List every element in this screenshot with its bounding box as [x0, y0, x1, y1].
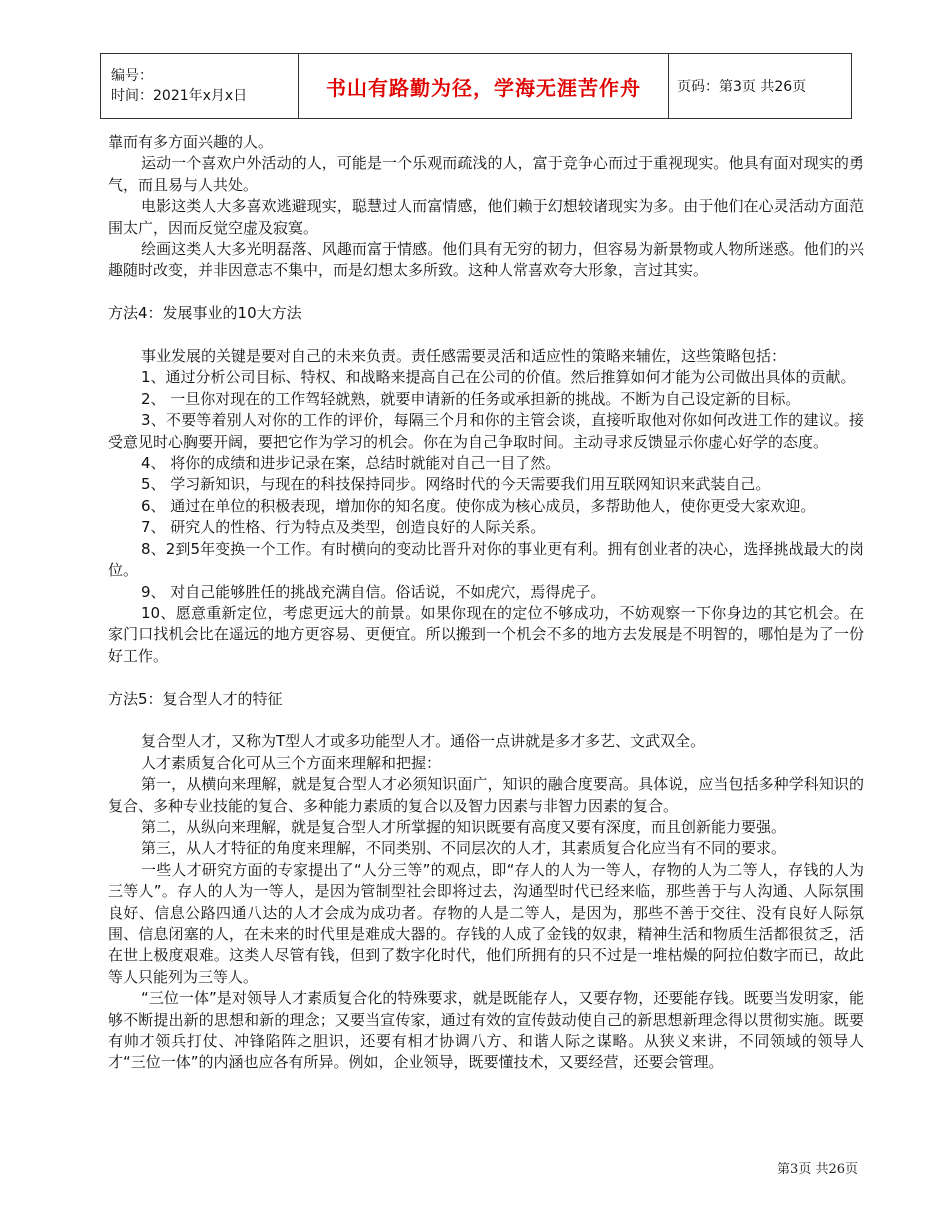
date-label: 时间：2021年x月x日 — [111, 88, 248, 104]
paragraph: 一些人才研究方面的专家提出了“人分三等”的观点，即“存人的人为一等人，存物的人为二等人，存钱的人为三等人”。存人的人为一等人，是因为管制型社会即将过去，沟通型时代已经来临，那些善于与人沟通、人际氛围良好、信息公路四通八达的人才会成为成功者。存物的人是二等人，是因为，那些不善于交往、没有良好人际氛围、信息闭塞的人，在未来的时代里是难成大器的。存钱的人成了金钱的奴隶，精神生活和物质生活都很贫乏，活在世上极度艰难。这类人尽管有钱，但到了数字化时代，他们所拥有的只不过是一堆枯燥的阿拉伯数字而已，故此等人只能列为三等人。 — [108, 860, 864, 986]
paragraph: 人才素质复合化可从三个方面来理解和把握： — [141, 753, 442, 772]
document-body — [108, 132, 864, 1074]
list-item: 8、2到5年变换一个工作。有时横向的变动比晋升对你的事业更有利。拥有创业者的决心，选择挑战最大的岗位。 — [108, 539, 864, 580]
paragraph: “三位一体”是对领导人才素质复合化的特殊要求，就是既能存人，又要存物，还要能存钱。既要当发明家，能够不断提出新的思想和新的理念；又要当宣传家，通过有效的宣传鼓动使自己的新思想新理念得以贯彻实施。既要有帅才领兵打仗、冲锋陷阵之胆识，还要有相才协调八方、和谐人际之谋略。从狭义来讲，不同领域的领导人才“三位一体”的内涵也应各有所异。例如，企业领导，既要懂技术，又要经营，还要会管理。 — [108, 989, 864, 1072]
motto-text: 书山有路勤为径，学海无涯苦作舟 — [326, 75, 641, 100]
list-item: 3、不要等着别人对你的工作的评价，每隔三个月和你的主管会谈，直接听取他对你如何改进工作的建议。接受意见时心胸要开阔，要把它作为学习的机会。你在为自己争取时间。主动寻求反馈显示你虚心好学的态度。 — [108, 411, 864, 451]
section-heading: 方法5：复合型人才的特征 — [108, 689, 283, 708]
paragraph: 电影这类人大多喜欢逃避现实，聪慧过人而富情感，他们赖于幻想较诸现实为多。由于他们在心灵活动方面范围太广，因而反觉空虚及寂寞。 — [108, 197, 864, 237]
document-header — [100, 53, 852, 119]
paragraph: 第三，从人才特征的角度来理解，不同类别、不同层次的人才，其素质复合化应当有不同的要求。 — [141, 839, 787, 858]
list-item: 4、 将你的成绩和进步记录在案，总结时就能对自己一目了然。 — [141, 454, 561, 473]
paragraph: 绘画这类人大多光明磊落、风趣而富于情感。他们具有无穷的韧力，但容易为新景物或人物所迷惑。他们的兴趣随时改变，并非因意志不集中，而是幻想太多所致。这种人常喜欢夸大形象，言过其实。 — [108, 240, 864, 280]
list-item: 10、愿意重新定位，考虑更远大的前景。如果你现在的定位不够成功，不妨观察一下你身边的其它机会。在家门口找机会比在遥远的地方更容易、更便宜。所以搬到一个机会不多的地方去发展是不明智的，哪怕是为了一份好工作。 — [108, 603, 864, 665]
paragraph: 第一，从横向来理解，就是复合型人才必须知识面广，知识的融合度要高。具体说，应当包括多种学科知识的复合、多种专业技能的复合、多种能力素质的复合以及智力因素与非智力因素的复合。 — [108, 775, 864, 815]
paragraph: 事业发展的关键是要对自己的未来负责。责任感需要灵活和适应性的策略来辅佐，这些策略包括： — [141, 347, 787, 366]
page-footer: 第3页 共26页 — [777, 1162, 858, 1177]
paragraph: 复合型人才，又称为T型人才或多功能型人才。通俗一点讲就是多才多艺、文武双全。 — [141, 732, 706, 751]
header-left-cell — [101, 54, 299, 118]
list-item: 6、 通过在单位的积极表现，增加你的知名度。使你成为核心成员，多帮助他人，使你更受大家欢迎。 — [141, 496, 816, 515]
header-motto-cell — [299, 54, 669, 118]
list-item: 1、通过分析公司目标、特权、和战略来提高自己在公司的价值。然后推算如何才能为公司做出具体的贡献。 — [141, 368, 856, 387]
list-item: 2、 一旦你对现在的工作驾轻就熟，就要申请新的任务或承担新的挑战。不断为自己设定新的目标。 — [141, 389, 801, 408]
paragraph: 运动一个喜欢户外活动的人，可能是一个乐观而疏浅的人，富于竞争心而过于重视现实。他具有面对现实的勇气，而且易与人共处。 — [108, 154, 864, 194]
section-heading: 方法4：发展事业的10大方法 — [108, 304, 302, 323]
list-item: 9、 对自己能够胜任的挑战充满自信。俗话说，不如虎穴，焉得虎子。 — [141, 582, 606, 601]
serial-number-label: 编号： — [111, 68, 153, 84]
list-item: 5、 学习新知识，与现在的科技保持同步。网络时代的今天需要我们用互联网知识来武装自己。 — [141, 475, 771, 494]
paragraph: 靠而有多方面兴趣的人。 — [108, 133, 274, 151]
paragraph: 第二，从纵向来理解，就是复合型人才所掌握的知识既要有高度又要有深度，而且创新能力要强。 — [141, 817, 787, 836]
list-item: 7、 研究人的性格、行为特点及类型，创造良好的人际关系。 — [141, 518, 546, 537]
header-page-cell — [669, 54, 851, 118]
header-page-label: 页码：第3页 共26页 — [677, 79, 807, 95]
